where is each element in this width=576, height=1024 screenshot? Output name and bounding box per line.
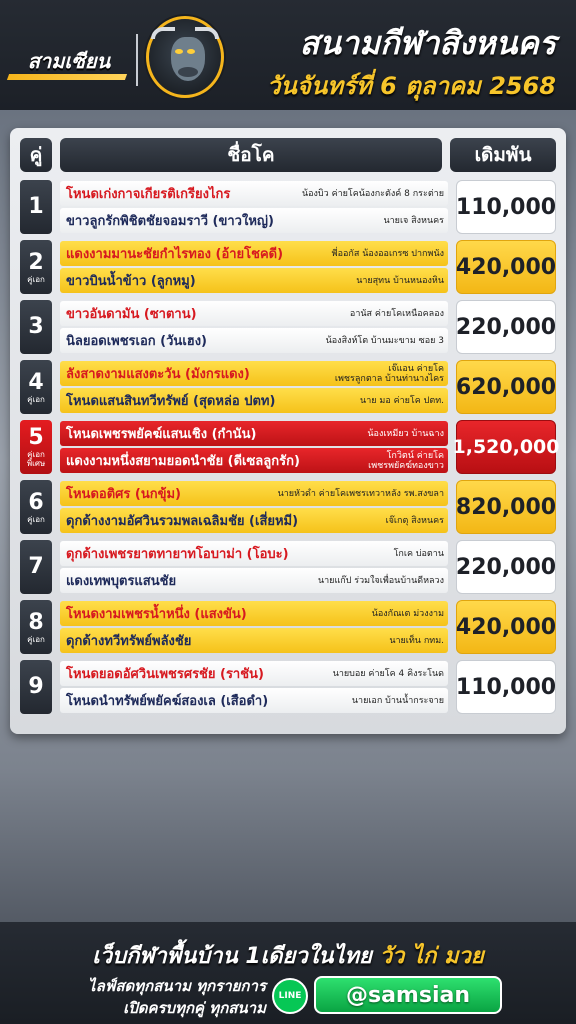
owner-name: น้องเหมียว บ้านฉาง bbox=[367, 428, 444, 439]
match-tag: คู่เอก bbox=[27, 634, 45, 644]
match-tag: คู่เอก bbox=[27, 450, 45, 459]
contestants bbox=[60, 660, 448, 714]
contestant-blue-corner bbox=[60, 508, 448, 533]
match-number bbox=[20, 540, 52, 594]
contestant-blue-corner bbox=[60, 448, 448, 473]
match-number-value: 2 bbox=[28, 249, 44, 275]
column-header-price: เดิมพัน bbox=[450, 138, 556, 172]
contestant-red-corner bbox=[60, 301, 448, 326]
bull-horn-left-icon bbox=[151, 27, 175, 39]
bull-name: แดงเทพบุตรแสนชัย bbox=[66, 574, 177, 589]
contestant-blue-corner bbox=[60, 628, 448, 653]
stake-amount: 220,000 bbox=[456, 300, 556, 354]
match-row[interactable] bbox=[20, 240, 556, 294]
match-row[interactable] bbox=[20, 300, 556, 354]
stake-amount: 110,000 bbox=[456, 180, 556, 234]
match-number bbox=[20, 180, 52, 234]
match-number bbox=[20, 480, 52, 534]
contestant-blue-corner bbox=[60, 268, 448, 293]
bull-name: นิลยอดเพชรเอก (วันเฮง) bbox=[66, 334, 207, 349]
column-header-name: ชื่อโค bbox=[60, 138, 442, 172]
match-tag: คู่เอก bbox=[27, 394, 45, 404]
match-row[interactable] bbox=[20, 660, 556, 714]
bull-mascot-icon bbox=[146, 16, 224, 98]
bull-name: โหนดงามเพชรน้ำหนึ่ง (แสงขัน) bbox=[66, 607, 247, 622]
brand-logo[interactable] bbox=[8, 44, 130, 78]
contestant-blue-corner bbox=[60, 328, 448, 353]
page-title: สนามกีฬาสิงหนคร bbox=[299, 24, 556, 62]
owner-name: อานัส ค่ายโคเหนือคลอง bbox=[349, 308, 444, 319]
owner-name: โกเค บ่อตาน bbox=[393, 548, 444, 559]
contestant-blue-corner bbox=[60, 388, 448, 413]
header-bar bbox=[0, 0, 576, 110]
match-number-value: 7 bbox=[28, 554, 44, 579]
contestants bbox=[60, 240, 448, 294]
bull-name: ขาวบินน้ำข้าว (ลูกหมู) bbox=[66, 274, 196, 289]
bull-name: โหนดนำทรัพย์พยัคฆ์สองเล (เสือดำ) bbox=[66, 694, 269, 709]
line-id-text: @samsian bbox=[345, 982, 470, 1008]
match-row[interactable] bbox=[20, 360, 556, 414]
footer-slogan bbox=[0, 938, 576, 973]
contestant-red-corner bbox=[60, 661, 448, 686]
bull-eye-left-icon bbox=[175, 49, 183, 54]
bull-name: ดุกด้างงามอัศวินรวมพลเฉลิมชัย (เสี่ยหมี) bbox=[66, 514, 299, 529]
contestant-red-corner bbox=[60, 361, 448, 386]
match-number-value: 3 bbox=[28, 314, 44, 339]
stake-amount: 110,000 bbox=[456, 660, 556, 714]
contestant-red-corner bbox=[60, 421, 448, 446]
match-row[interactable] bbox=[20, 600, 556, 654]
bull-name: แดงงามมานะชัยกำไรทอง (อ้ายโชคดี) bbox=[66, 247, 284, 262]
contestant-red-corner bbox=[60, 601, 448, 626]
stake-amount: 820,000 bbox=[456, 480, 556, 534]
stake-amount: 420,000 bbox=[456, 600, 556, 654]
bull-name: ขาวอันดามัน (ซาตาน) bbox=[66, 307, 197, 322]
owner-name: นาย มอ ค่ายโค ปตท. bbox=[360, 395, 444, 406]
bull-name: ลังสาดงามแสงตะวัน (มังกรแดง) bbox=[66, 367, 250, 382]
match-number-value: 5 bbox=[28, 425, 44, 450]
bull-nose-icon bbox=[178, 67, 198, 77]
contestants bbox=[60, 540, 448, 594]
bull-name: ดุกด้างทวีทรัพย์พลังชัย bbox=[66, 634, 192, 649]
match-number-value: 9 bbox=[28, 674, 44, 699]
contestant-blue-corner bbox=[60, 208, 448, 233]
footer-subtext-open: เปิดครบทุกคู่ ทุกสนาม bbox=[123, 999, 266, 1017]
column-header-pair: คู่ bbox=[20, 138, 52, 172]
logo-divider bbox=[136, 34, 138, 86]
match-row[interactable] bbox=[20, 480, 556, 534]
match-number-value: 4 bbox=[28, 369, 44, 395]
match-row[interactable] bbox=[20, 540, 556, 594]
bull-name: โหนดแสนสินทวีทรัพย์ (สุดหล่อ ปตท) bbox=[66, 394, 276, 409]
event-date: วันจันทร์ที่ 6 ตุลาคม 2568 bbox=[266, 72, 556, 100]
stake-amount: 420,000 bbox=[456, 240, 556, 294]
owner-name: นายเท็น กทม. bbox=[389, 635, 444, 646]
contestants bbox=[60, 300, 448, 354]
owner-name: นายเอก บ้านน้ำกระจาย bbox=[351, 695, 444, 706]
contestant-blue-corner bbox=[60, 688, 448, 713]
owner-name: นายหัวดำ ค่ายโคเพชรเทวาหลัง รพ.สงขลา bbox=[277, 488, 444, 499]
match-tag: คู่เอก bbox=[27, 274, 45, 284]
bull-name: โหนดยอดอัศวินเพชรศรชัย (ราชัน) bbox=[66, 667, 264, 682]
match-number-value: 1 bbox=[28, 194, 44, 219]
bull-name: ดุกด้างเพชรยาตทายาทโอบาม่า (โอบะ) bbox=[66, 547, 289, 562]
match-number bbox=[20, 240, 52, 294]
footer-subtext-live: ไลฟ์สดทุกสนาม ทุกรายการ bbox=[88, 977, 266, 995]
match-number bbox=[20, 300, 52, 354]
match-row[interactable] bbox=[20, 420, 560, 474]
contestant-blue-corner bbox=[60, 568, 448, 593]
owner-name: นายแก๊ป ร่วมใจเพื่อนบ้านดีหลวง bbox=[317, 575, 444, 586]
contestants bbox=[60, 180, 448, 234]
bull-eye-right-icon bbox=[187, 49, 195, 54]
owner-name: น้องบิว ค่ายโคน้องกะตังค์ 8 กระต่าย bbox=[301, 188, 444, 199]
contestant-red-corner bbox=[60, 181, 448, 206]
owner-name: เจ๊เกตุ สิงหนคร bbox=[385, 515, 444, 526]
match-number bbox=[20, 360, 52, 414]
logo-text: สามเซียน bbox=[27, 49, 111, 73]
owner-name: น้องกัณเต ม่วงงาม bbox=[371, 608, 444, 619]
slogan-main: เว็บกีฬาพื้นบ้าน 1เดียวในไทย bbox=[92, 944, 372, 969]
bull-name: ขาวลูกรักพิชิตชัยจอมราวี (ขาวใหญ่) bbox=[66, 214, 274, 229]
line-app-icon[interactable] bbox=[272, 978, 308, 1014]
logo-underline bbox=[7, 74, 127, 80]
stake-amount: 620,000 bbox=[456, 360, 556, 414]
owner-name: เจ๊แอน ค่ายโค เพชรลูกตาล บ้านท่านางไคร bbox=[334, 363, 444, 384]
contestant-red-corner bbox=[60, 541, 448, 566]
match-number-value: 8 bbox=[28, 609, 44, 635]
contestant-red-corner bbox=[60, 481, 448, 506]
contestants bbox=[60, 360, 448, 414]
owner-name: โกวิตน์ ค่ายโค เพชรพยัคฆ์ทองขาว bbox=[368, 450, 444, 471]
bull-name: โหนดเก่งกาจเกียรติเกรียงไกร bbox=[66, 187, 231, 202]
owner-name: นายสุทน บ้านหนองหิน bbox=[356, 275, 444, 286]
slogan-highlight: วัว ไก่ มวย bbox=[379, 944, 484, 969]
match-number-value: 6 bbox=[28, 489, 44, 515]
owner-name: พี่ออกัส น้องออเกรซ ปากพนัง bbox=[331, 248, 444, 259]
line-id-button[interactable] bbox=[314, 976, 502, 1014]
owner-name: นายเจ สิงหนคร bbox=[383, 215, 444, 226]
match-tag: คู่เอก bbox=[27, 514, 45, 524]
bull-name: โหนดเพชรพยัคฆ์แสนเชิง (กำนัน) bbox=[66, 427, 257, 442]
contestants bbox=[60, 600, 448, 654]
match-number bbox=[20, 420, 52, 474]
match-row[interactable] bbox=[20, 180, 556, 234]
bull-name: โหนดอติศร (นกขุ้ม) bbox=[66, 487, 181, 502]
match-table bbox=[10, 128, 566, 734]
match-number bbox=[20, 660, 52, 714]
stake-amount: 1,520,000 bbox=[456, 420, 556, 474]
line-icon-label: LINE bbox=[278, 991, 302, 1001]
contestant-red-corner bbox=[60, 241, 448, 266]
bull-horn-right-icon bbox=[195, 27, 219, 39]
match-tag: พิเศษ bbox=[26, 459, 46, 468]
contestants bbox=[60, 480, 448, 534]
owner-name: น้องสิงห์โต บ้านมะขาม ซอย 3 bbox=[325, 335, 444, 346]
stake-amount: 220,000 bbox=[456, 540, 556, 594]
bull-name: แดงงามหนึ่งสยามยอดนำชัย (ดีเซลลูกรัก) bbox=[66, 454, 300, 469]
contestants bbox=[60, 420, 448, 474]
match-number bbox=[20, 600, 52, 654]
owner-name: นายบอย ค่ายโค 4 คิงระโนด bbox=[332, 668, 444, 679]
